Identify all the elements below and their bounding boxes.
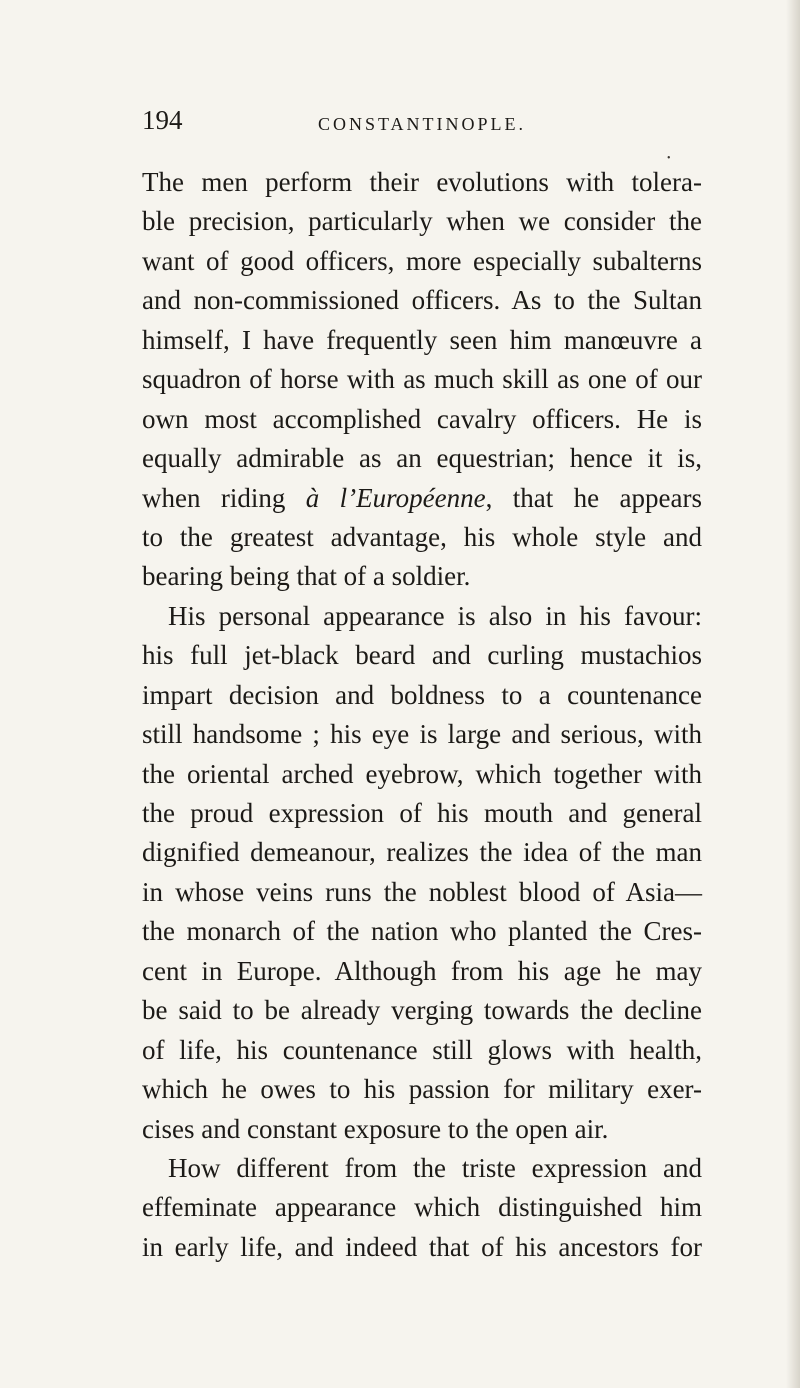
page-number: 194 [142, 105, 183, 135]
text-line: His personal appearance is also in his favour: [168, 600, 702, 631]
text-line: equally admirable as an equestrian; hence it is, [142, 443, 702, 474]
text-line: be said to be already verging towards the decline [142, 995, 702, 1026]
text-line: to the greatest advantage, his whole style and [142, 521, 702, 552]
text-line: the monarch of the nation who planted the Cres- [142, 916, 702, 947]
running-title: CONSTANTINOPLE. [317, 114, 527, 134]
text-line: still handsome ; his eye is large and serious, with [142, 719, 702, 750]
stray-ink-mark: • [667, 153, 671, 164]
text-line: himself, I have frequently seen him manœuvre a [142, 324, 702, 355]
text-line: own most accomplished cavalry officers. He is [142, 403, 702, 434]
text-line: bearing being that of a soldier. [142, 561, 471, 592]
text-line: his full jet-black beard and curling mustachios [142, 640, 702, 671]
text-line: dignified demeanour, realizes the idea of the man [142, 837, 702, 868]
text-line: The men perform their evolutions with tolera- [142, 167, 702, 197]
italic-phrase: à l’Européenne [305, 482, 486, 513]
text-line: the oriental arched eyebrow, which together with [142, 758, 702, 789]
page-edge-shadow [786, 0, 800, 1388]
text-line: and non-commissioned officers. As to the Sultan [142, 285, 702, 316]
text-line: impart decision and boldness to a countenance [142, 679, 702, 710]
text-line: the proud expression of his mouth and general [142, 798, 702, 828]
body-text [142, 163, 702, 1267]
text-line: cises and constant exposure to the open air. [142, 1113, 609, 1144]
text-line: in early life, and indeed that of his ancestors for [142, 1231, 702, 1262]
text-line: ble precision, particularly when we consider the [142, 206, 702, 237]
text-line: which he owes to his passion for military exer- [142, 1074, 702, 1105]
text-line: of life, his countenance still glows with health, [142, 1034, 702, 1065]
text-line: in whose veins runs the noblest blood of Asia— [142, 876, 702, 907]
text-line: cent in Europe. Although from his age he may [142, 955, 702, 986]
text-line: How different from the triste expression and [168, 1152, 702, 1183]
text-line: when riding à l’Européenne, that he appears [142, 482, 702, 513]
text-line: effeminate appearance which distinguished him [142, 1192, 702, 1223]
text-line: want of good officers, more especially subalterns [142, 245, 702, 276]
text-line: squadron of horse with as much skill as one of our [142, 364, 702, 395]
page-header [142, 100, 702, 140]
